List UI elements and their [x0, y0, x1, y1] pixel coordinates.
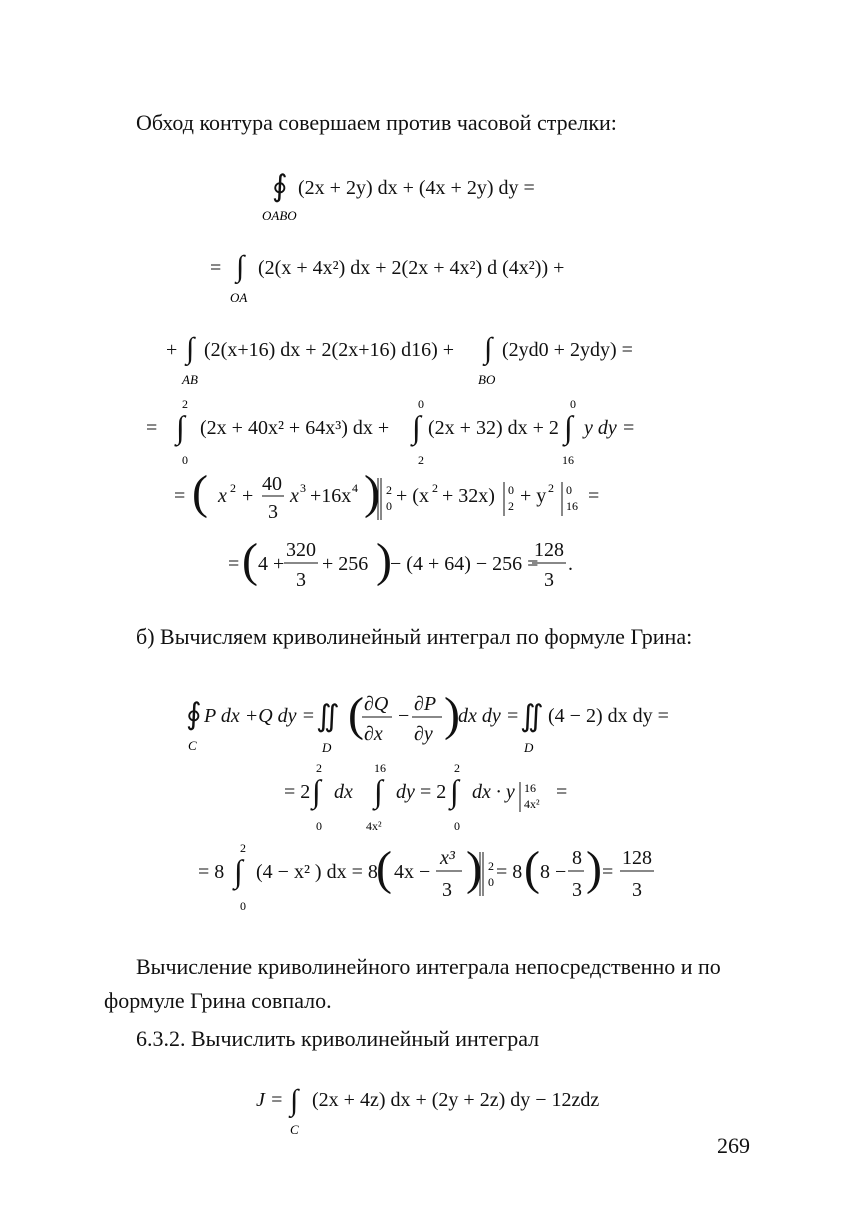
term-y2: + y	[520, 485, 547, 507]
fraction-denominator: 3	[442, 879, 452, 901]
lower-limit: 0	[240, 899, 246, 913]
exponent: 3	[300, 481, 306, 495]
partial-y: ∂y	[414, 723, 433, 745]
domain-label: D	[524, 740, 534, 755]
integral-sign: ∫	[176, 409, 185, 445]
right-paren: )	[364, 466, 380, 519]
upper-limit: 0	[418, 397, 424, 411]
lower-limit: 0	[454, 819, 460, 833]
fraction-denominator: 3	[268, 501, 278, 523]
upper-limit: 0	[570, 397, 576, 411]
integrand: (4 − x² ) dx = 8	[256, 861, 378, 883]
equation-7-tail: (4 − 2) dx dy =	[548, 705, 669, 727]
result-numerator: 128	[622, 847, 652, 869]
upper-limit: 2	[240, 841, 246, 855]
right-paren: )	[376, 534, 392, 587]
double-integral-sign: ∬	[316, 700, 340, 733]
left-paren: (	[376, 842, 392, 895]
plus-sign: +	[166, 339, 178, 361]
eval-upper: 16	[524, 781, 536, 795]
equals-sign: =	[174, 485, 186, 507]
paragraph-intro: Обход контура совершаем против часовой стрелки:	[136, 110, 617, 135]
equals-eight: = 8	[496, 861, 523, 883]
paragraph-green-formula: б) Вычисляем криволинейный интеграл по формуле Грина:	[136, 624, 693, 649]
exponent: 4	[352, 481, 358, 495]
equals-two: = 2	[284, 781, 311, 803]
left-paren: (	[348, 688, 364, 741]
integral-sign: ∫	[564, 409, 573, 445]
term-32x: + 32x)	[442, 485, 495, 507]
eval-lower: 16	[566, 499, 578, 513]
equals-sign: =	[602, 861, 614, 883]
equals-eight: = 8	[198, 861, 225, 883]
dx: dx	[334, 781, 353, 803]
eval-upper: 2	[386, 483, 392, 497]
result-denominator: 3	[544, 569, 554, 591]
equation-3-limit-1: AB	[182, 372, 198, 387]
fraction-denominator: 3	[296, 569, 306, 591]
integral-sign: ∫	[450, 773, 459, 809]
equation-iterated	[284, 760, 584, 842]
term-subtraction: − (4 + 64) − 256 =	[390, 553, 539, 575]
equation-result-direct	[228, 536, 588, 608]
period: .	[568, 553, 573, 575]
eval-upper: 2	[488, 859, 494, 873]
contour-integral-sign: ∮	[272, 170, 288, 203]
upper-limit: 2	[182, 397, 188, 411]
equation-4-term-2: (2x + 32) dx + 2	[428, 417, 559, 439]
equation-7-body: P dx +Q dy =	[204, 705, 316, 727]
paragraph-conclusion: Вычисление криволинейного интеграла непосредственно и по формуле Грина совпало.	[104, 954, 721, 1013]
equation-1-body: (2x + 2y) dx + (4x + 2y) dy =	[298, 177, 535, 199]
left-paren: (	[192, 466, 208, 519]
dx-y: dx · y	[472, 781, 515, 803]
upper-limit: 16	[374, 761, 386, 775]
term-256: + 256	[322, 553, 369, 575]
term-4: 4 +	[258, 553, 285, 575]
integral-sign: ∫	[236, 250, 245, 283]
equation-segments-ab-bo	[166, 328, 646, 394]
lower-limit: 0	[182, 453, 188, 467]
equation-3-body-2: (2yd0 + 2ydy) =	[502, 339, 633, 361]
eval-lower: 0	[386, 499, 392, 513]
eval-lower: 0	[488, 875, 494, 889]
equation-1-limit: OABO	[262, 208, 297, 223]
upper-limit: 2	[454, 761, 460, 775]
double-integral-sign: ∬	[520, 700, 544, 733]
result-numerator: 128	[534, 539, 564, 561]
equation-result-green	[198, 840, 658, 922]
minus-sign: −	[398, 705, 410, 727]
equation-10-lhs: J =	[256, 1089, 284, 1111]
equation-green	[186, 688, 676, 764]
partial-q: ∂Q	[364, 693, 389, 715]
page-number: 269	[717, 1133, 750, 1158]
equation-antiderivative	[174, 466, 644, 542]
equals-sign: =	[228, 553, 240, 575]
equation-10-limit: C	[290, 1122, 299, 1137]
eval-upper: 0	[508, 483, 514, 497]
equals-sign: =	[146, 417, 158, 439]
integral-sign: ∫	[412, 409, 421, 445]
equation-2-limit: OA	[230, 290, 248, 305]
fraction-denominator: 3	[572, 879, 582, 901]
partial-p: ∂P	[414, 693, 437, 715]
term-4x: 4x −	[394, 861, 431, 883]
lower-limit: 2	[418, 453, 424, 467]
integral-sign: ∫	[290, 1084, 299, 1117]
exponent: 2	[432, 481, 438, 495]
equals-sign: =	[210, 257, 222, 279]
eval-upper: 0	[566, 483, 572, 497]
integral-sign: ∫	[234, 853, 243, 889]
equation-2-body: (2(x + 4x²) dx + 2(2x + 4x²) d (4x²)) +	[258, 257, 565, 279]
equation-definite-integrals	[146, 394, 646, 474]
right-paren: )	[466, 842, 482, 895]
paragraph-problem: 6.3.2. Вычислить криволинейный интеграл	[136, 1026, 540, 1051]
equals-two: = 2	[420, 781, 447, 803]
result-denominator: 3	[632, 879, 642, 901]
plus-sign: +	[242, 485, 254, 507]
integral-sign: ∫	[374, 773, 383, 809]
eval-lower: 4x²	[524, 797, 540, 811]
equation-4-term-1: (2x + 40x² + 64x³) dx +	[200, 417, 390, 439]
term-x2: x	[218, 485, 227, 507]
fraction-numerator: 8	[572, 847, 582, 869]
equation-7-limit: C	[188, 738, 197, 753]
upper-limit: 2	[316, 761, 322, 775]
integral-sign: ∫	[484, 332, 493, 365]
equals-sign: =	[556, 781, 568, 803]
eight-minus: 8 −	[540, 861, 567, 883]
exponent: 2	[548, 481, 554, 495]
equation-3-limit-2: BO	[478, 372, 496, 387]
x-cubed: x³	[440, 847, 455, 869]
integral-sign: ∫	[312, 773, 321, 809]
eval-lower: 2	[508, 499, 514, 513]
right-paren: )	[444, 688, 460, 741]
equals-sign: =	[588, 485, 600, 507]
equation-contour-integral	[258, 168, 578, 234]
partial-x: ∂x	[364, 723, 383, 745]
integral-sign: ∫	[186, 332, 195, 365]
contour-integral-sign: ∮	[186, 698, 202, 731]
left-paren: (	[524, 842, 540, 895]
term-16x4: +16x	[310, 485, 352, 507]
fraction-numerator: 40	[262, 473, 282, 495]
dx-dy: dx dy =	[458, 705, 520, 727]
equation-j	[256, 1078, 616, 1144]
fraction-numerator: 320	[286, 539, 316, 561]
equation-3-body-1: (2(x+16) dx + 2(2x+16) d16) +	[204, 339, 455, 361]
lower-limit: 0	[316, 819, 322, 833]
exponent: 2	[230, 481, 236, 495]
lower-limit: 16	[562, 453, 574, 467]
equation-10-body: (2x + 4z) dx + (2y + 2z) dy − 12zdz	[312, 1089, 600, 1111]
equation-4-term-3: y dy =	[584, 417, 636, 439]
term-2: + (x	[396, 485, 429, 507]
dy: dy	[396, 781, 415, 803]
equation-segment-oa	[210, 246, 630, 312]
left-paren: (	[242, 534, 258, 587]
lower-limit: 4x²	[366, 819, 382, 833]
term-x3: x	[290, 485, 299, 507]
right-paren: )	[586, 842, 602, 895]
domain-label: D	[322, 740, 332, 755]
